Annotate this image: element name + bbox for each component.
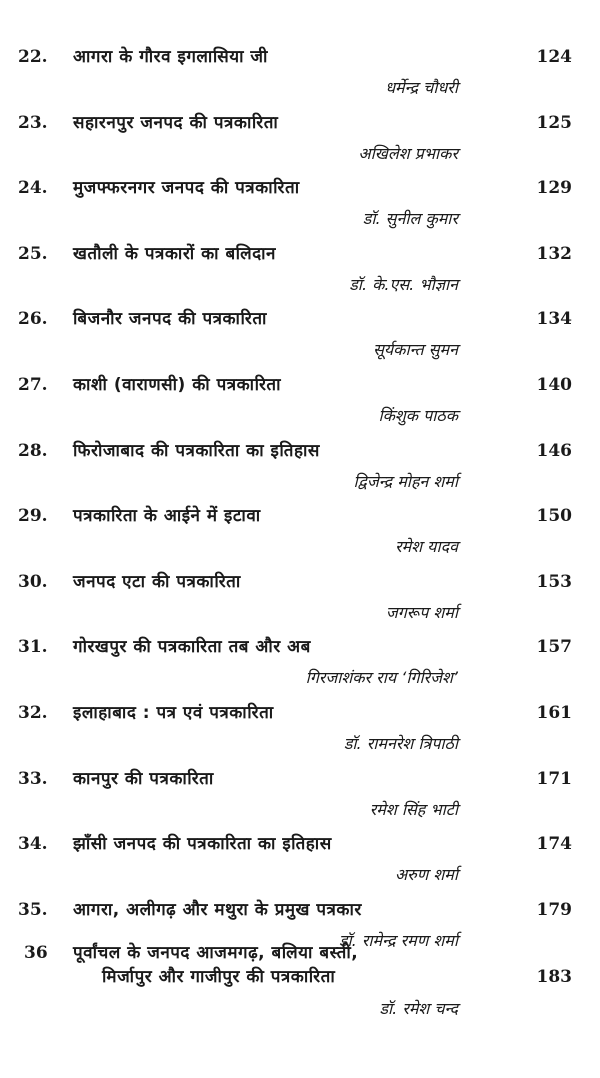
entry-number: 23. bbox=[18, 112, 48, 133]
toc-entry bbox=[0, 696, 600, 762]
entry-page: 179 bbox=[536, 899, 572, 920]
entry-title: आगरा, अलीगढ़ और मथुरा के प्रमुख पत्रकार bbox=[73, 899, 362, 920]
toc-entry bbox=[0, 762, 600, 828]
toc-entry bbox=[0, 368, 600, 434]
entry-author: डॉ. रामेन्द्र रमण शर्मा bbox=[338, 930, 458, 950]
toc-entry bbox=[0, 630, 600, 696]
entry-page: 140 bbox=[536, 374, 572, 395]
entry-number: 22. bbox=[18, 47, 48, 67]
entry-page: 129 bbox=[536, 178, 572, 199]
entry-page: 132 bbox=[536, 243, 572, 264]
entry-title: सहारनपुर जनपद की पत्रकारिता bbox=[73, 112, 279, 133]
entry-page: 125 bbox=[536, 112, 572, 133]
entry-number: 33. bbox=[18, 768, 48, 789]
entry-title: कानपुर की पत्रकारिता bbox=[73, 768, 214, 789]
entry-author: गिरजाशंकर राय ‘गिरिजेश’ bbox=[305, 668, 458, 688]
entry-page: 171 bbox=[536, 768, 572, 789]
entry-author: डॉ. के.एस. भौज्ञान bbox=[349, 274, 458, 294]
entry-page: 174 bbox=[536, 834, 572, 855]
entry-author: धर्मेन्द्र चौधरी bbox=[385, 78, 458, 97]
table-of-contents bbox=[0, 40, 600, 1078]
entry-number: 36 bbox=[24, 943, 48, 964]
entry-page: 157 bbox=[536, 637, 572, 658]
entry-page: 150 bbox=[536, 506, 572, 527]
entry-title: काशी (वाराणसी) की पत्रकारिता bbox=[73, 374, 282, 395]
entry-number: 30. bbox=[18, 571, 48, 592]
entry-number: 32. bbox=[18, 702, 48, 723]
entry-number: 24. bbox=[18, 178, 48, 199]
entry-number: 35. bbox=[18, 899, 48, 920]
toc-entry bbox=[0, 565, 600, 631]
toc-entry bbox=[0, 106, 600, 172]
entry-page: 183 bbox=[536, 967, 572, 988]
entry-author: द्विजेन्द्र मोहन शर्मा bbox=[353, 471, 458, 491]
entry-title: बिजनौर जनपद की पत्रकारिता bbox=[73, 309, 267, 330]
toc-entry bbox=[0, 943, 600, 1078]
entry-number: 29. bbox=[18, 506, 48, 527]
entry-title: आगरा के गौरव इगलासिया जी bbox=[73, 47, 268, 67]
toc-entry bbox=[0, 40, 600, 106]
toc-entry bbox=[0, 499, 600, 565]
entry-page: 161 bbox=[536, 702, 572, 723]
entry-number: 26. bbox=[18, 309, 48, 330]
entry-title: जनपद एटा की पत्रकारिता bbox=[73, 571, 241, 592]
entry-author: जगरूप शर्मा bbox=[385, 602, 458, 622]
entry-author: रमेश यादव bbox=[395, 537, 458, 557]
entry-title-line2: मिर्जापुर और गाजीपुर की पत्रकारिता bbox=[102, 967, 336, 988]
toc-entry bbox=[0, 171, 600, 237]
entry-author: किंशुक पाठक bbox=[378, 405, 458, 425]
entry-number: 34. bbox=[18, 834, 48, 855]
entry-title: मुजफ्फरनगर जनपद की पत्रकारिता bbox=[73, 178, 300, 199]
entry-title: इलाहाबाद : पत्र एवं पत्रकारिता bbox=[73, 702, 274, 723]
entry-number: 27. bbox=[18, 374, 48, 395]
toc-entry bbox=[0, 237, 600, 303]
entry-author: डॉ. रामनरेश त्रिपाठी bbox=[343, 733, 458, 753]
entry-title: फिरोजाबाद की पत्रकारिता का इतिहास bbox=[73, 440, 320, 461]
toc-entry bbox=[0, 302, 600, 368]
entry-page: 124 bbox=[536, 47, 572, 67]
entry-number: 28. bbox=[18, 440, 48, 461]
entry-title: झाँसी जनपद की पत्रकारिता का इतिहास bbox=[73, 834, 332, 855]
entry-author: रमेश सिंह भाटी bbox=[369, 799, 458, 819]
entry-page: 134 bbox=[536, 309, 572, 330]
entry-title: गोरखपुर की पत्रकारिता तब और अब bbox=[73, 637, 311, 658]
entry-title: पत्रकारिता के आईने में इटावा bbox=[73, 506, 261, 527]
entry-author: सूर्यकान्त सुमन bbox=[373, 340, 458, 360]
entry-title-line1: पूर्वांचल के जनपद आजमगढ़, बलिया बस्ती, bbox=[73, 943, 359, 964]
entry-number: 25. bbox=[18, 243, 48, 264]
toc-entry bbox=[0, 827, 600, 893]
entry-page: 146 bbox=[536, 440, 572, 461]
toc-entry bbox=[0, 434, 600, 500]
entry-author: डॉ. सुनील कुमार bbox=[362, 209, 458, 229]
entry-author: डॉ. रमेश चन्द bbox=[379, 999, 458, 1019]
entry-title: खतौली के पत्रकारों का बलिदान bbox=[73, 243, 276, 264]
entry-author: अरुण शर्मा bbox=[394, 865, 458, 885]
entry-page: 153 bbox=[536, 571, 572, 592]
entry-number: 31. bbox=[18, 637, 48, 658]
entry-author: अखिलेश प्रभाकर bbox=[358, 143, 458, 163]
